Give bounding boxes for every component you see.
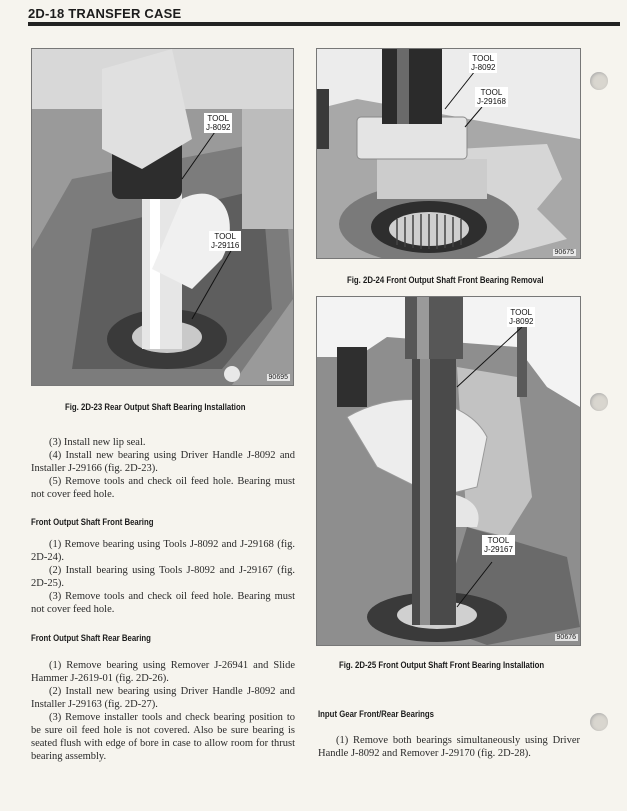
rear-bearing-step-5: (5) Remove tools and check oil feed hole. Bearing must not cover feed hole.: [31, 476, 295, 500]
front-rear-step-1: (1) Remove bearing using Remover J-26941 and Slide Hammer J-2619-01 (fig. 2D-26).: [31, 660, 295, 684]
header-rule: [28, 22, 620, 26]
fig-2d-25-caption: Fig. 2D-25 Front Output Shaft Front Bearing Installation: [339, 660, 545, 671]
binder-hole: [590, 72, 608, 90]
fig-2d-25-tool-label-j8092: TOOL J-8092: [509, 308, 534, 326]
fig-2d-23-photo-number: 90695: [268, 374, 288, 381]
fig-2d-25-photo: [316, 296, 581, 646]
page-header: 2D-18 TRANSFER CASE: [28, 6, 182, 21]
input-gear-bearings-heading: Input Gear Front/Rear Bearings: [318, 709, 435, 720]
rear-bearing-step-4: (4) Install new bearing using Driver Handle J-8092 and Installer J-29166 (fig. 2D-23).: [31, 450, 295, 474]
fig-2d-25-tool-label-j29167: TOOL J-29167: [484, 536, 513, 554]
fig-2d-25-photo-number: 90676: [556, 634, 576, 641]
fig-2d-24-photo-number: 90675: [554, 249, 574, 256]
binder-hole: [590, 393, 608, 411]
fig-2d-24-tool-label-j8092: TOOL J-8092: [471, 54, 496, 72]
fig-2d-24-tool-label-j29168: TOOL J-29168: [477, 88, 506, 106]
front-front-step-3: (3) Remove tools and check oil feed hole. Bearing must not cover feed hole.: [31, 591, 295, 615]
fig-2d-24-caption: Fig. 2D-24 Front Output Shaft Front Bearing Removal: [347, 275, 544, 286]
fig-2d-23-tool-label-j8092: TOOL J-8092: [206, 114, 231, 132]
front-front-step-2: (2) Install bearing using Tools J-8092 and J-29167 (fig. 2D-25).: [31, 565, 295, 589]
input-gear-step-1: (1) Remove both bearings simultaneously using Driver Handle J-8092 and Remover J-29170 (fig. 2D-28).: [318, 735, 580, 759]
rear-bearing-step-3: (3) Install new lip seal.: [49, 437, 146, 448]
fig-2d-23-tool-label-j29116: TOOL J-29116: [211, 232, 240, 250]
front-output-rear-bearing-heading: Front Output Shaft Rear Bearing: [31, 633, 151, 644]
front-front-step-1: (1) Remove bearing using Tools J-8092 and J-29168 (fig. 2D-24).: [31, 539, 295, 563]
fig-2d-24-photo: [316, 48, 581, 259]
front-output-front-bearing-heading: Front Output Shaft Front Bearing: [31, 517, 154, 528]
front-rear-step-2: (2) Install new bearing using Driver Handle J-8092 and Installer J-29163 (fig. 2D-27).: [31, 686, 295, 710]
fig-2d-23-photo: [31, 48, 294, 386]
fig-2d-25-illustration: [317, 297, 580, 645]
binder-hole: [590, 713, 608, 731]
fig-2d-23-illustration: [32, 49, 293, 385]
front-rear-step-3: (3) Remove installer tools and check bearing position to be sure oil feed hole is not covered. Also be sure bearing is seated flush with edge of bore in case to allow room for thrust bearing assembly.: [31, 712, 295, 762]
fig-2d-23-caption: Fig. 2D-23 Rear Output Shaft Bearing Installation: [65, 402, 246, 413]
fig-2d-24-illustration: [317, 49, 580, 258]
